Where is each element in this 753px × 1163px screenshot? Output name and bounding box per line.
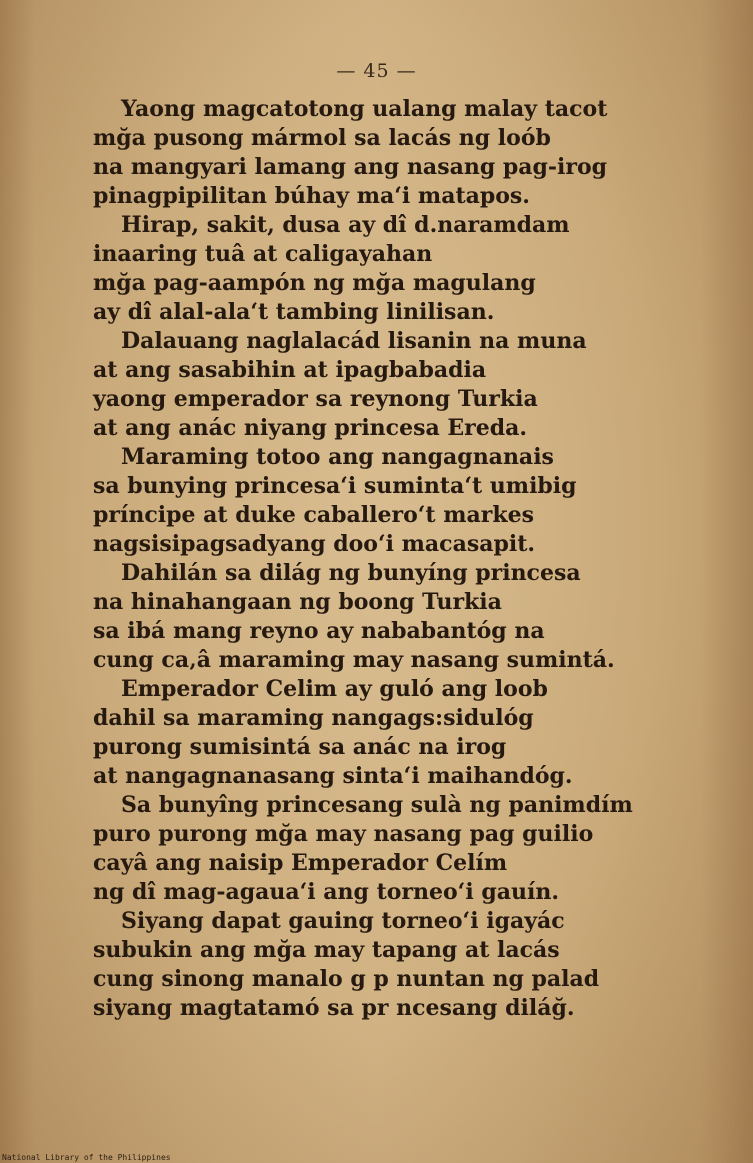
verse-line: Siyang dapat gauing torneo‘i igayác xyxy=(121,908,565,934)
verse-line: at nangagnanasang sinta‘i maihandóg. xyxy=(93,763,573,789)
poem-body xyxy=(93,95,713,1023)
verse-line: príncipe at duke caballero‘t markes xyxy=(93,502,534,528)
verse-line: Dahilán sa dilág ng bunyíng princesa xyxy=(121,560,581,586)
page-number: — 45 — xyxy=(336,60,417,82)
verse-line: na hinahangaan ng boong Turkia xyxy=(93,589,502,615)
stanza xyxy=(93,791,713,907)
stanza xyxy=(93,95,713,211)
verse-line: Hirap, sakit, dusa ay dî d.naramdam xyxy=(121,212,570,238)
stanza xyxy=(93,675,713,791)
verse-line: Dalauang naglalacád lisanin na muna xyxy=(121,328,587,354)
verse-line: siyang magtatamó sa pr ncesang diláğ. xyxy=(93,995,575,1021)
verse-line: cung sinong manalo g p nuntan ng palad xyxy=(93,966,600,992)
stanza xyxy=(93,559,713,675)
verse-line: Yaong magcatotong ualang malay tacot xyxy=(121,96,608,122)
verse-line: Maraming totoo ang nangagnanais xyxy=(121,444,554,470)
verse-line: cung ca‚â maraming may nasang sumintá. xyxy=(93,647,615,673)
verse-line: dahil sa maraming nangags:sidulóg xyxy=(93,705,534,731)
verse-line: subukin ang mğa may tapang at lacás xyxy=(93,937,560,963)
verse-line: mğa pag-aampón ng mğa magulang xyxy=(93,270,536,296)
stanza xyxy=(93,211,713,327)
verse-line: purong sumisintá sa anác na irog xyxy=(93,734,507,760)
verse-line: ng dî mag-agaua‘i ang torneo‘i gauín. xyxy=(93,879,560,905)
stanza xyxy=(93,443,713,559)
stanza xyxy=(93,907,713,1023)
verse-line: mğa pusong mármol sa lacás ng loób xyxy=(93,125,551,151)
verse-line: at ang anác niyang princesa Ereda. xyxy=(93,415,528,441)
verse-line: at ang sasabihin at ipagbabadia xyxy=(93,357,487,383)
stanza xyxy=(93,327,713,443)
verse-line: nagsisipagsadyang doo‘i macasapit. xyxy=(93,531,536,557)
verse-line: Sa bunyîng princesang sulà ng panimdím xyxy=(121,792,633,818)
verse-line: cayâ ang naisip Emperador Celím xyxy=(93,850,508,876)
library-watermark: National Library of the Philippines xyxy=(2,1153,171,1162)
verse-line: Emperador Celim ay guló ang loob xyxy=(121,676,548,702)
verse-line: yaong emperador sa reynong Turkia xyxy=(93,386,538,412)
verse-line: sa ibá mang reyno ay nababantóg na xyxy=(93,618,545,644)
verse-line: na mangyari lamang ang nasang pag-irog xyxy=(93,154,608,180)
verse-line: pinagpipilitan búhay ma‘i matapos. xyxy=(93,183,530,209)
verse-line: sa bunying princesa‘i suminta‘t umibig xyxy=(93,473,577,499)
verse-line: inaaring tuâ at caligayahan xyxy=(93,241,433,267)
verse-line: puro purong mğa may nasang pag guilio xyxy=(93,821,594,847)
verse-line: ay dî alal-ala‘t tambing linilisan. xyxy=(93,299,495,325)
